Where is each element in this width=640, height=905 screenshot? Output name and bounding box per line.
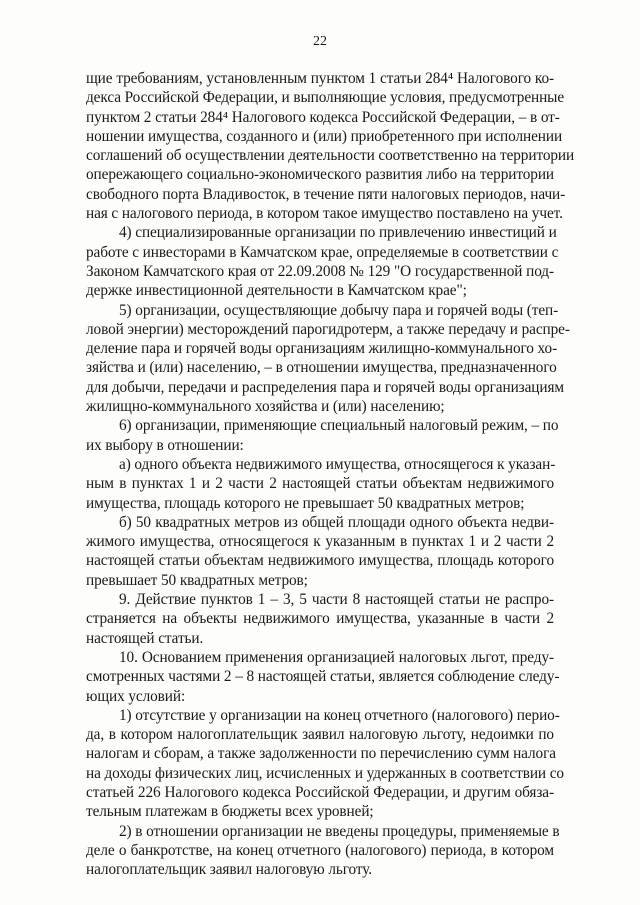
document-body bbox=[86, 69, 575, 879]
page-number: 22 bbox=[313, 34, 327, 49]
text-line: ным в пунктах 1 и 2 части 2 настоящей статьи объектам недвижимого bbox=[86, 475, 554, 493]
text-line: для добычи, передачи и распределения пара и горячей воды организациям bbox=[86, 378, 564, 396]
text-line: а) одного объекта недвижимого имущества, относящегося к указан- bbox=[119, 455, 556, 473]
text-line: зяйства и (или) населению, – в отношении имущества, предназначенного bbox=[86, 359, 557, 377]
text-line: держке инвестиционной деятельности в Камчатском крае"; bbox=[86, 282, 467, 300]
text-line: ная с налогового периода, в котором такое имущество поставлено на учет. bbox=[86, 205, 563, 223]
text-line: жилищно-коммунального хозяйства и (или) населению; bbox=[86, 398, 445, 416]
text-line: 4) специализированные организации по привлечению инвестиций и bbox=[119, 224, 557, 242]
text-line: тельным платежам в бюджеты всех уровней; bbox=[86, 803, 374, 821]
text-line: превышает 50 квадратных метров; bbox=[86, 571, 308, 589]
text-line: жимого имущества, относящегося к указанным в пунктах 1 и 2 части 2 bbox=[86, 533, 554, 551]
text-line: ношении имущества, созданного и (или) приобретенного при исполнении bbox=[86, 127, 563, 145]
text-line: имущества, площадь которого не превышает 50 квадратных метров; bbox=[86, 494, 525, 512]
text-line: 6) организации, применяющие специальный налоговый режим, – по bbox=[119, 417, 559, 435]
text-line: б) 50 квадратных метров из общей площади одного объекта недви- bbox=[119, 513, 554, 531]
text-line: их выбору в отношении: bbox=[86, 436, 244, 454]
text-line: 2) в отношении организации не введены процедуры, применяемые в bbox=[119, 822, 560, 840]
text-line: страняется на объекты недвижимого имущества, указанные в части 2 bbox=[86, 610, 554, 628]
text-line: налогоплательщик заявил налоговую льготу. bbox=[86, 861, 372, 879]
text-line: налогам и сборам, а также задолженности по перечислению сумм налога bbox=[86, 745, 556, 763]
text-line: смотренных частями 2 – 8 настоящей статьи, является соблюдение следу- bbox=[86, 668, 560, 686]
text-line: Законом Камчатского края от 22.09.2008 № 129 "О государственной под- bbox=[86, 262, 554, 280]
text-line: 5) организации, осуществляющие добычу пара и горячей воды (теп- bbox=[119, 301, 559, 319]
text-line: деление пара и горячей воды организациям жилищно-коммунального хо- bbox=[86, 340, 558, 358]
text-line: статьей 226 Налогового кодекса Российской Федерации, и другим обяза- bbox=[86, 783, 554, 801]
text-line: опережающего социально-экономического развития либо на территории bbox=[86, 166, 554, 184]
text-line: 1) отсутствие у организации на конец отчетного (налогового) перио- bbox=[119, 706, 560, 724]
text-line: ловой энергии) месторождений парогидротерм, а также передачу и распре- bbox=[86, 320, 570, 338]
text-line: деле о банкротстве, на конец отчетного (налогового) периода, в котором bbox=[86, 841, 554, 859]
text-line: свободного порта Владивосток, в течение пяти налоговых периодов, начи- bbox=[86, 185, 566, 203]
text-line: 9. Действие пунктов 1 – 3, 5 части 8 настоящей статьи не распро- bbox=[119, 591, 554, 609]
text-line: работе с инвесторами в Камчатском крае, определяемые в соответствии с bbox=[86, 243, 559, 261]
text-line: декса Российской Федерации, и выполняющие условия, предусмотренные bbox=[86, 89, 565, 107]
text-line: соглашений об осуществлении деятельности соответственно на территории bbox=[86, 147, 575, 165]
text-line: настоящей статьи. bbox=[86, 629, 204, 647]
text-line: ющих условий: bbox=[86, 687, 186, 705]
text-line: настоящей статьи объектам недвижимого имущества, площадь которого bbox=[86, 552, 554, 570]
text-line: да, в котором налогоплательщик заявил налоговую льготу, недоимки по bbox=[86, 726, 554, 744]
text-line: пунктом 2 статьи 284⁴ Налогового кодекса Российской Федерации, – в от- bbox=[86, 108, 560, 126]
text-line: щие требованиям, установленным пунктом 1 статьи 284⁴ Налогового ко- bbox=[86, 70, 554, 87]
text-line: на доходы физических лиц, исчисленных и удержанных в соответствии со bbox=[86, 764, 564, 782]
text-line: 10. Основанием применения организацией налоговых льгот, преду- bbox=[119, 648, 554, 666]
